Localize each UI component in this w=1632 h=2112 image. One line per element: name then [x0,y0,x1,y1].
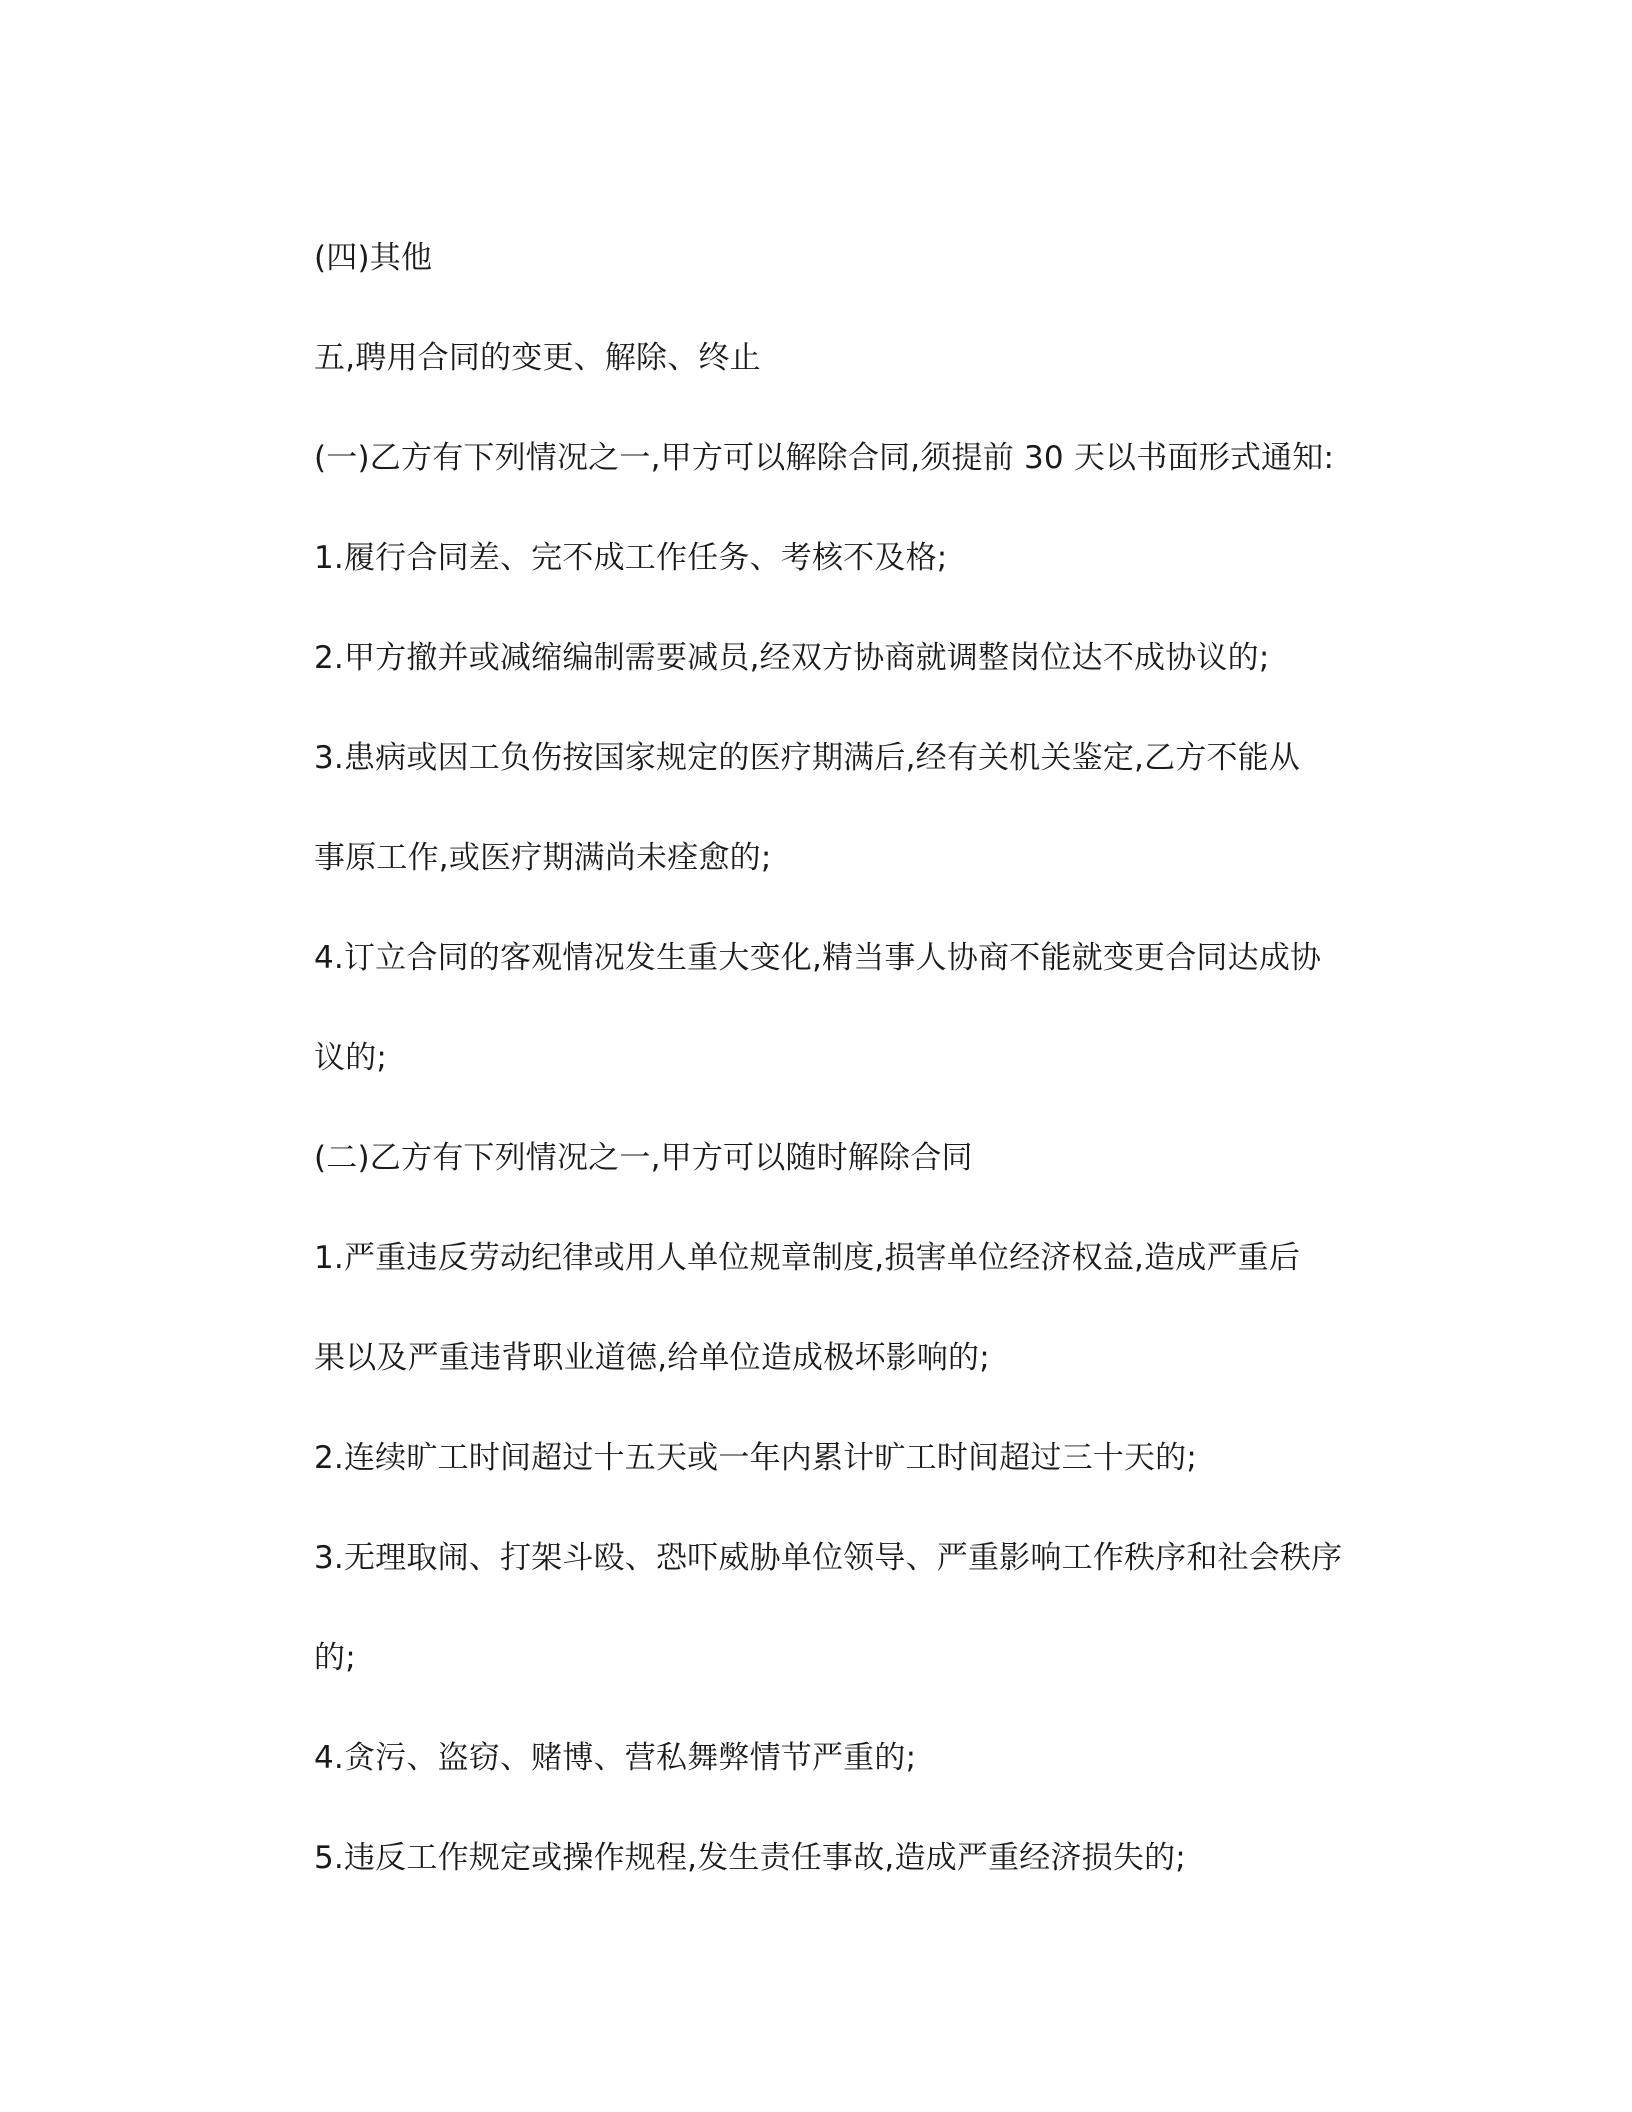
list-item: 2.甲方撤并或减缩编制需要减员,经双方协商就调整岗位达不成协议的; [314,640,1270,676]
list-item: 2.连续旷工时间超过十五天或一年内累计旷工时间超过三十天的; [314,1440,1198,1476]
list-item-continuation: 事原工作,或医疗期满尚未痊愈的; [314,840,772,876]
list-item: 1.履行合同差、完不成工作任务、考核不及格; [314,540,948,576]
subsection-heading-immediate-termination: (二)乙方有下列情况之一,甲方可以随时解除合同 [314,1140,973,1176]
section-heading-other: (四)其他 [314,240,433,276]
section-heading-contract-change: 五,聘用合同的变更、解除、终止 [314,340,761,376]
list-item: 3.无理取闹、打架斗殴、恐吓威胁单位领导、严重影响工作秩序和社会秩序 [314,1540,1343,1576]
list-item: 4.贪污、盗窃、赌博、营私舞弊情节严重的; [314,1740,917,1776]
list-item: 5.违反工作规定或操作规程,发生责任事故,造成严重经济损失的; [314,1840,1186,1876]
list-item-continuation: 的; [314,1640,356,1676]
list-item: 1.严重违反劳动纪律或用人单位规章制度,损害单位经济权益,造成严重后 [314,1240,1301,1276]
list-item: 4.订立合同的客观情况发生重大变化,精当事人协商不能就变更合同达成协 [314,940,1322,976]
list-item-continuation: 议的; [314,1040,388,1076]
subsection-heading-termination-notice: (一)乙方有下列情况之一,甲方可以解除合同,须提前 30 天以书面形式通知: [314,440,1335,476]
list-item-continuation: 果以及严重违背职业道德,给单位造成极坏影响的; [314,1340,990,1376]
list-item: 3.患病或因工负伤按国家规定的医疗期满后,经有关机关鉴定,乙方不能从 [314,740,1301,776]
